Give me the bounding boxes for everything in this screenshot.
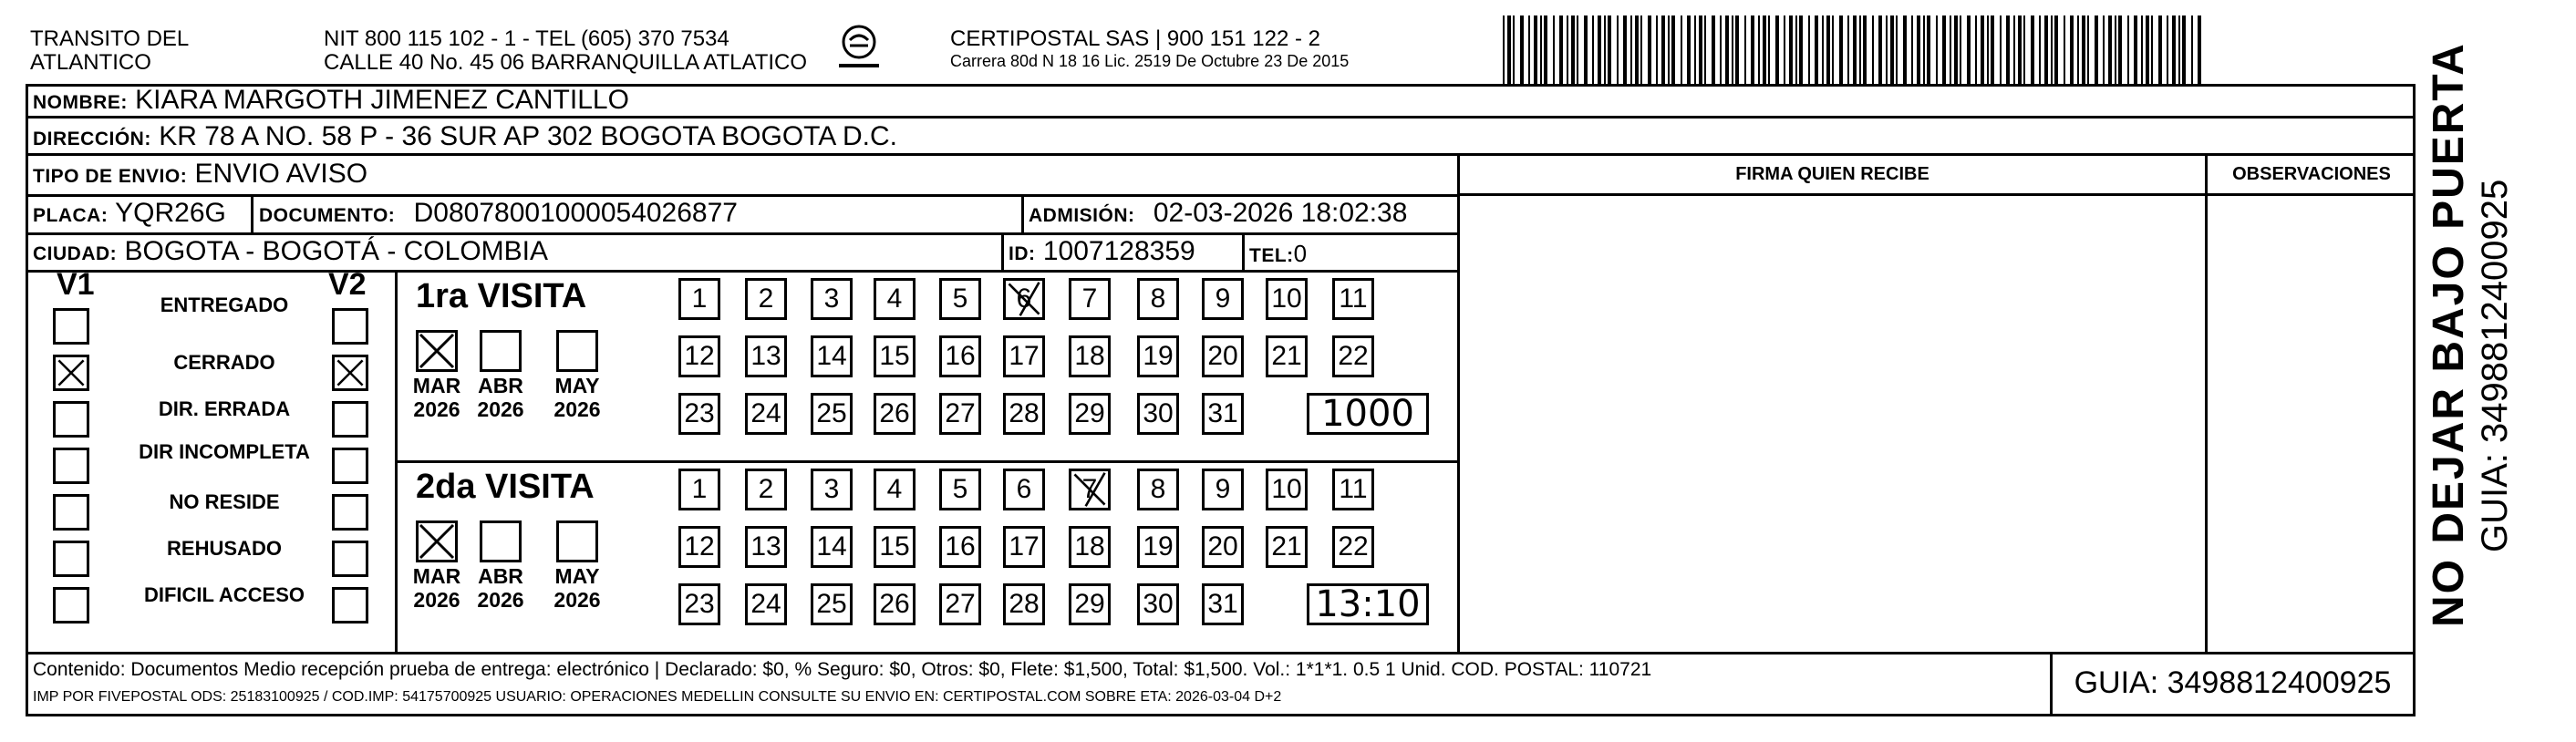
visit1-day-3[interactable]: 3 [811, 278, 853, 320]
visit2-day-16[interactable]: 16 [939, 526, 981, 568]
visit1-day-21[interactable]: 21 [1266, 335, 1308, 377]
tel-field: TEL:0 [1249, 240, 1308, 267]
visit2-day-13[interactable]: 13 [745, 526, 787, 568]
barcode-bar [1911, 15, 1913, 87]
visit2-month-checkbox-abr[interactable] [480, 520, 522, 562]
visit1-day-17[interactable]: 17 [1003, 335, 1045, 377]
barcode-bar [1704, 15, 1706, 87]
barcode-bar [2018, 15, 2022, 87]
barcode-bar [1520, 15, 1524, 87]
barcode-bar [2006, 15, 2010, 87]
visit1-day-27[interactable]: 27 [939, 393, 981, 435]
barcode-bar [2198, 15, 2201, 87]
barcode-bar [1687, 15, 1691, 87]
visit2-day-12[interactable]: 12 [678, 526, 720, 568]
visit1-day-16[interactable]: 16 [939, 335, 981, 377]
barcode-bar [1799, 15, 1803, 87]
barcode-bar [2082, 15, 2085, 87]
reason-label-no-reside: NO RESIDE [169, 490, 280, 513]
visit1-day-7[interactable]: 7 [1069, 278, 1111, 320]
barcode-bar [1608, 15, 1611, 87]
v1-checkbox-entregado[interactable] [53, 308, 89, 345]
reason-label-cerrado: CERRADO [173, 351, 275, 374]
barcode-bar [1623, 15, 1627, 87]
visit2-day-20[interactable]: 20 [1202, 526, 1244, 568]
admission-field: ADMISIÓN: 02-03-2026 18:02:38 [1029, 198, 1408, 228]
visit2-day-8[interactable]: 8 [1137, 469, 1179, 510]
visit1-day-24[interactable]: 24 [745, 393, 787, 435]
visit1-day-12[interactable]: 12 [678, 335, 720, 377]
barcode-bar [1732, 15, 1733, 87]
v1-checkbox-cerrado[interactable] [53, 355, 89, 391]
barcode-bar [1577, 15, 1578, 87]
visit1-day-8[interactable]: 8 [1137, 278, 1179, 320]
barcode-bar [1872, 15, 1874, 87]
barcode-bar [1950, 15, 1951, 87]
reason-label-dificil-acceso: DIFICIL ACCESO [143, 583, 305, 606]
barcode-bar [1744, 15, 1746, 87]
visit2-day-9[interactable]: 9 [1202, 469, 1244, 510]
barcode-bar [2178, 15, 2180, 87]
visit1-month-label: MAY 2026 [553, 374, 601, 421]
barcode-bar [1640, 15, 1642, 87]
barcode-bar [2013, 15, 2015, 87]
barcode-bar [1960, 15, 1961, 87]
barcode-bar [2115, 15, 2116, 87]
barcode-bar [1886, 15, 1888, 87]
id-field: ID: 1007128359 [1009, 236, 1195, 266]
document-field: DOCUMENTO: D08078001000054026877 [259, 198, 738, 228]
visit2-day-28[interactable]: 28 [1003, 583, 1045, 625]
v1-header: V1 [57, 267, 95, 302]
visit2-day-24[interactable]: 24 [745, 583, 787, 625]
visit2-month-label: MAR 2026 [412, 564, 461, 612]
barcode-bar [2000, 15, 2002, 87]
visit2-title: 2da VISITA [416, 468, 595, 506]
visit2-day-1[interactable]: 1 [678, 469, 720, 510]
visit1-day-9[interactable]: 9 [1202, 278, 1244, 320]
v1-checkbox-dir-incompleta[interactable] [53, 448, 89, 484]
barcode-bar [1936, 15, 1938, 87]
visit1-day-13[interactable]: 13 [745, 335, 787, 377]
reason-label-dir-errada: DIR. ERRADA [158, 397, 291, 420]
visit1-day-31[interactable]: 31 [1202, 393, 1244, 435]
check-x-icon [1071, 471, 1108, 508]
visit2-day-29[interactable]: 29 [1069, 583, 1111, 625]
visit2-day-22[interactable]: 22 [1332, 526, 1374, 568]
barcode-bar [1751, 15, 1754, 87]
barcode-bar [1598, 15, 1601, 87]
guia-number-box: GUIA: 3498812400925 [2050, 652, 2416, 716]
barcode-bar [1768, 15, 1770, 87]
visit2-day-14[interactable]: 14 [811, 526, 853, 568]
reason-label-dir-incompleta: DIR INCOMPLETA [139, 440, 310, 463]
barcode-bar [2108, 15, 2112, 87]
barcode-bar [1681, 15, 1682, 87]
barcode-bar [1699, 15, 1702, 87]
barcode-bar [1668, 15, 1670, 87]
visit1-day-22[interactable]: 22 [1332, 335, 1374, 377]
barcode-bar [1795, 15, 1797, 87]
barcode-bar [1839, 15, 1843, 87]
barcode-bar [1617, 15, 1619, 87]
visit2-day-21[interactable]: 21 [1266, 526, 1308, 568]
barcode-bar [1661, 15, 1665, 87]
address-row: DIRECCIÓN: KR 78 A NO. 58 P - 36 SUR AP 302 BOGOTA BOGOTA D.C. [33, 121, 897, 151]
visit1-month-checkbox-mar[interactable] [416, 330, 458, 372]
barcode-bar [1540, 15, 1542, 87]
visit2-day-2[interactable]: 2 [745, 469, 787, 510]
reason-label-rehusado: REHUSADO [167, 537, 282, 560]
side-guia-number: GUIA: 3498812400925 [2475, 179, 2515, 552]
visit1-time-box[interactable]: 1000 [1307, 393, 1429, 435]
barcode-bar [1553, 15, 1555, 87]
visit2-day-15[interactable]: 15 [874, 526, 916, 568]
barcode-bar [2134, 15, 2137, 87]
visit1-day-23[interactable]: 23 [678, 393, 720, 435]
barcode-bar [1694, 15, 1696, 87]
check-x-icon [56, 357, 87, 388]
visit1-month-label: MAR 2026 [412, 374, 461, 421]
visit1-day-28[interactable]: 28 [1003, 393, 1045, 435]
barcode-bar [1592, 15, 1594, 87]
visit1-day-18[interactable]: 18 [1069, 335, 1111, 377]
barcode-bar [1604, 15, 1606, 87]
barcode-bar [1981, 15, 1984, 87]
barcode-bar [1859, 15, 1861, 87]
logo-icon [832, 22, 886, 77]
barcode-bar [2172, 15, 2176, 87]
barcode-bar [1863, 15, 1867, 87]
barcode-bar [1671, 15, 1675, 87]
barcode-bar [2158, 15, 2162, 87]
barcode-bar [1712, 15, 1715, 87]
visit1-month-checkbox-abr[interactable] [480, 330, 522, 372]
v2-header: V2 [328, 267, 367, 302]
barcode-bar [2118, 15, 2122, 87]
contents-line: Contenido: Documentos Medio recepción prueba de entrega: electrónico | Declarado: $0, % Seguro: $0, Otros: $0, Flete: $1,500, Total: $1,500. Vol.: 1*1*1. 0.5 1 Unid. COD. POSTAL: 110721 [33, 659, 1652, 680]
signature-column-header: FIRMA QUIEN RECIBE [1735, 164, 1929, 184]
barcode [1503, 15, 2203, 87]
barcode-bar [1853, 15, 1857, 87]
barcode-bar [1927, 15, 1930, 87]
barcode-bar [2167, 15, 2168, 87]
visit2-day-27[interactable]: 27 [939, 583, 981, 625]
barcode-bar [2064, 15, 2065, 87]
barcode-bar [1967, 15, 1971, 87]
barcode-bar [1775, 15, 1779, 87]
visit2-day-17[interactable]: 17 [1003, 526, 1045, 568]
barcode-bar [2023, 15, 2025, 87]
visit2-day-25[interactable]: 25 [811, 583, 853, 625]
reason-label-entregado: ENTREGADO [160, 294, 289, 316]
city-field: CIUDAD: BOGOTA - BOGOTÁ - COLOMBIA [33, 236, 549, 266]
barcode-bar [1720, 15, 1722, 87]
barcode-bar [2151, 15, 2153, 87]
barcode-bar [2054, 15, 2058, 87]
barcode-bar [2141, 15, 2143, 87]
barcode-bar [1923, 15, 1925, 87]
barcode-bar [1878, 15, 1882, 87]
barcode-bar [2051, 15, 2053, 87]
visit2-month-label: MAY 2026 [553, 564, 601, 612]
visit1-day-2[interactable]: 2 [745, 278, 787, 320]
barcode-bar [1975, 15, 1977, 87]
barcode-bar [2044, 15, 2048, 87]
visit2-day-7[interactable]: 7 [1069, 469, 1111, 510]
barcode-bar [1896, 15, 1898, 87]
barcode-bar [2182, 15, 2186, 87]
recipient-name-row: NOMBRE: KIARA MARGOTH JIMENEZ CANTILLO [33, 85, 629, 115]
barcode-bar [1815, 15, 1818, 87]
barcode-bar [2103, 15, 2105, 87]
barcode-bar [1635, 15, 1639, 87]
visit2-time-box[interactable]: 13:10 [1307, 583, 1429, 625]
barcode-bar [1847, 15, 1849, 87]
barcode-bar [1991, 15, 1994, 87]
check-x-icon [419, 333, 455, 369]
v1-checkbox-dificil-acceso[interactable] [53, 587, 89, 623]
barcode-bar [1890, 15, 1894, 87]
barcode-bar [1826, 15, 1830, 87]
visit1-day-10[interactable]: 10 [1266, 278, 1308, 320]
barcode-bar [1725, 15, 1729, 87]
visit2-day-18[interactable]: 18 [1069, 526, 1111, 568]
sender-name: TRANSITO DEL ATLANTICO [30, 26, 190, 75]
barcode-bar [2070, 15, 2074, 87]
barcode-bar [1584, 15, 1588, 87]
barcode-bar [1758, 15, 1760, 87]
visit2-month-label: ABR 2026 [477, 564, 524, 612]
visit1-day-5[interactable]: 5 [939, 278, 981, 320]
visit1-day-20[interactable]: 20 [1202, 335, 1244, 377]
check-x-icon [419, 523, 455, 560]
visit2-day-3[interactable]: 3 [811, 469, 853, 510]
visit1-day-25[interactable]: 25 [811, 393, 853, 435]
barcode-bar [2087, 15, 2089, 87]
visit1-day-14[interactable]: 14 [811, 335, 853, 377]
visit1-title: 1ra VISITA [416, 277, 587, 315]
barcode-bar [1656, 15, 1658, 87]
visit1-day-29[interactable]: 29 [1069, 393, 1111, 435]
barcode-bar [1648, 15, 1651, 87]
visit1-day-6[interactable]: 6 [1003, 278, 1045, 320]
barcode-bar [1544, 15, 1547, 87]
visit1-day-30[interactable]: 30 [1137, 393, 1179, 435]
plate-field: PLACA: YQR26G [33, 198, 226, 228]
barcode-bar [1534, 15, 1537, 87]
visit2-day-30[interactable]: 30 [1137, 583, 1179, 625]
barcode-bar [2095, 15, 2098, 87]
shipment-type-row: TIPO DE ENVIO: ENVIO AVISO [33, 159, 368, 189]
print-info-line: IMP POR FIVEPOSTAL ODS: 25183100925 / COD.IMP: 54175700925 USUARIO: OPERACIONES MEDELLIN CONSULTE SU ENVIO EN: CERTIPOSTAL.COM SOBRE ETA: 2026-03-04 D+2 [33, 689, 1282, 705]
visit1-month-checkbox-may[interactable] [556, 330, 598, 372]
v1-checkbox-no-reside[interactable] [53, 494, 89, 531]
barcode-bar [1822, 15, 1824, 87]
visit1-month-label: ABR 2026 [477, 374, 524, 421]
v1-checkbox-rehusado[interactable] [53, 541, 89, 577]
barcode-bar [1954, 15, 1958, 87]
barcode-bar [1503, 15, 1505, 87]
visit2-day-10[interactable]: 10 [1266, 469, 1308, 510]
barcode-bar [2031, 15, 2034, 87]
barcode-bar [1808, 15, 1810, 87]
no-under-door-warning: NO DEJAR BAJO PUERTA [2425, 42, 2473, 627]
courier-info: CERTIPOSTAL SAS | 900 151 122 - 2 Carrera 80d N 18 16 Lic. 2519 De Octubre 23 De 2015 [950, 26, 1350, 70]
barcode-bar [2191, 15, 2193, 87]
barcode-bar [1507, 15, 1511, 87]
visit2-day-26[interactable]: 26 [874, 583, 916, 625]
sender-info: NIT 800 115 102 - 1 - TEL (605) 370 7534 CALLE 40 No. 45 06 BARRANQUILLA ATLATICO [324, 26, 808, 75]
barcode-bar [1567, 15, 1568, 87]
visit1-day-15[interactable]: 15 [874, 335, 916, 377]
barcode-bar [1735, 15, 1739, 87]
barcode-bar [2146, 15, 2149, 87]
v1-checkbox-dir-errada[interactable] [53, 401, 89, 438]
barcode-bar [1528, 15, 1530, 87]
barcode-bar [1513, 15, 1515, 87]
barcode-bar [1917, 15, 1920, 87]
barcode-bar [1763, 15, 1766, 87]
visit2-day-6[interactable]: 6 [1003, 469, 1045, 510]
visit1-day-11[interactable]: 11 [1332, 278, 1374, 320]
visit1-day-4[interactable]: 4 [874, 278, 916, 320]
certipostal-logo [832, 22, 886, 77]
barcode-bar [1571, 15, 1575, 87]
barcode-bar [1832, 15, 1834, 87]
barcode-bar [2127, 15, 2129, 87]
observations-column-header: OBSERVACIONES [2232, 164, 2391, 184]
visit2-day-19[interactable]: 19 [1137, 526, 1179, 568]
visit2-day-31[interactable]: 31 [1202, 583, 1244, 625]
barcode-bar [1903, 15, 1907, 87]
visit2-day-4[interactable]: 4 [874, 469, 916, 510]
visit1-day-26[interactable]: 26 [874, 393, 916, 435]
barcode-bar [1559, 15, 1563, 87]
visit1-day-19[interactable]: 19 [1137, 335, 1179, 377]
visit2-day-11[interactable]: 11 [1332, 469, 1374, 510]
visit2-month-checkbox-mar[interactable] [416, 520, 458, 562]
check-x-icon [1006, 281, 1042, 317]
visit1-day-1[interactable]: 1 [678, 278, 720, 320]
barcode-bar [1784, 15, 1785, 87]
visit2-day-23[interactable]: 23 [678, 583, 720, 625]
barcode-bar [2039, 15, 2041, 87]
barcode-bar [2077, 15, 2079, 87]
barcode-bar [1630, 15, 1632, 87]
barcode-bar [1987, 15, 1989, 87]
visit2-month-checkbox-may[interactable] [556, 520, 598, 562]
barcode-bar [1789, 15, 1793, 87]
barcode-graphic [1503, 15, 2203, 87]
barcode-bar [1942, 15, 1946, 87]
visit2-day-5[interactable]: 5 [939, 469, 981, 510]
